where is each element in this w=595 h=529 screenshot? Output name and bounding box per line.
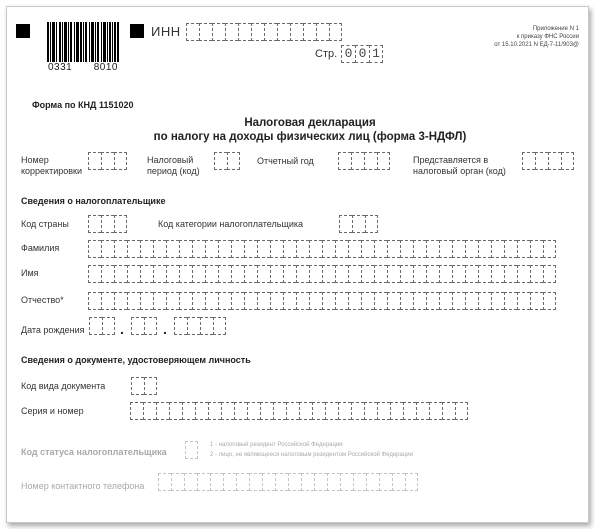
- char-cell[interactable]: [127, 292, 140, 310]
- char-cell[interactable]: [452, 292, 465, 310]
- series-number-label: Серия и номер: [21, 406, 84, 416]
- phone-label-wrap: [21, 476, 158, 494]
- page-digit: 0: [341, 45, 355, 63]
- char-cell[interactable]: [275, 473, 288, 491]
- char-cell[interactable]: [322, 265, 335, 283]
- char-cell[interactable]: [244, 240, 257, 258]
- char-cell[interactable]: [374, 240, 387, 258]
- char-cell[interactable]: [405, 473, 418, 491]
- surname-label: Фамилия: [21, 243, 60, 253]
- char-cell[interactable]: [234, 402, 247, 420]
- tax-period-label: Налоговый период (код): [147, 155, 200, 176]
- char-cell[interactable]: [221, 402, 234, 420]
- char-cell[interactable]: [140, 292, 153, 310]
- char-cell[interactable]: [88, 265, 101, 283]
- report-year-field[interactable]: [338, 152, 390, 170]
- char-cell[interactable]: [218, 265, 231, 283]
- char-cell[interactable]: [491, 265, 504, 283]
- doc-type-field[interactable]: [131, 377, 157, 395]
- char-cell[interactable]: [205, 265, 218, 283]
- char-cell[interactable]: [127, 265, 140, 283]
- char-cell[interactable]: [348, 265, 361, 283]
- char-cell[interactable]: [182, 402, 195, 420]
- char-cell[interactable]: [88, 292, 101, 310]
- char-cell[interactable]: [374, 265, 387, 283]
- char-cell[interactable]: [244, 265, 257, 283]
- char-cell[interactable]: [88, 215, 101, 233]
- char-cell[interactable]: [465, 292, 478, 310]
- doc-type-label: Код вида документа: [21, 381, 106, 391]
- char-cell[interactable]: [364, 152, 377, 170]
- appendix-note: [494, 25, 579, 49]
- document-section-title: Сведения о документе, удостоверяющем личность: [21, 355, 251, 365]
- date-separator: .: [120, 321, 124, 337]
- char-cell[interactable]: [400, 292, 413, 310]
- char-cell[interactable]: [199, 23, 212, 41]
- char-cell[interactable]: [387, 292, 400, 310]
- char-cell[interactable]: [491, 240, 504, 258]
- name-field[interactable]: [88, 265, 556, 283]
- char-cell[interactable]: [214, 152, 227, 170]
- char-cell[interactable]: [413, 240, 426, 258]
- tax-period-field[interactable]: [214, 152, 240, 170]
- char-cell[interactable]: [171, 473, 184, 491]
- char-cell[interactable]: [465, 240, 478, 258]
- char-cell[interactable]: [351, 402, 364, 420]
- char-cell[interactable]: [314, 473, 327, 491]
- char-cell[interactable]: [361, 240, 374, 258]
- char-cell[interactable]: [158, 473, 171, 491]
- char-cell[interactable]: [231, 240, 244, 258]
- char-cell[interactable]: [262, 473, 275, 491]
- form-code: Форма по КНД 1151020: [32, 100, 134, 110]
- char-cell[interactable]: [131, 317, 144, 335]
- char-cell[interactable]: [517, 240, 530, 258]
- char-cell[interactable]: [101, 215, 114, 233]
- taxpayer-section-title: Сведения о налогоплательщике: [21, 196, 166, 206]
- tax-authority-label: Представляется в налоговый орган (код): [413, 155, 506, 176]
- char-cell[interactable]: [114, 240, 127, 258]
- char-cell[interactable]: [169, 402, 182, 420]
- char-cell[interactable]: [166, 265, 179, 283]
- char-cell[interactable]: [561, 152, 574, 170]
- barcode-number-part1: 0331: [48, 62, 73, 73]
- char-cell[interactable]: [426, 265, 439, 283]
- char-cell[interactable]: [465, 265, 478, 283]
- char-cell[interactable]: [290, 23, 303, 41]
- char-cell[interactable]: [238, 23, 251, 41]
- char-cell[interactable]: [400, 240, 413, 258]
- char-cell[interactable]: [491, 292, 504, 310]
- char-cell[interactable]: [174, 317, 187, 335]
- correction-number-field[interactable]: [88, 152, 127, 170]
- char-cell[interactable]: [218, 292, 231, 310]
- char-cell[interactable]: [200, 317, 213, 335]
- char-cell[interactable]: [131, 377, 144, 395]
- birth-year-field[interactable]: [174, 317, 226, 335]
- patronymic-label: Отчество*: [21, 295, 64, 305]
- char-cell[interactable]: [140, 240, 153, 258]
- char-cell[interactable]: [377, 152, 390, 170]
- status-code-label: Код статуса налогоплательщика: [21, 447, 167, 457]
- char-cell[interactable]: [379, 473, 392, 491]
- char-cell[interactable]: [338, 402, 351, 420]
- char-cell[interactable]: [426, 240, 439, 258]
- char-cell[interactable]: [249, 473, 262, 491]
- char-cell[interactable]: [197, 473, 210, 491]
- char-cell[interactable]: [303, 23, 316, 41]
- phone-label: Номер контактного телефона: [21, 481, 145, 491]
- birth-day-field[interactable]: [89, 317, 115, 335]
- char-cell[interactable]: [231, 265, 244, 283]
- char-cell[interactable]: [166, 292, 179, 310]
- char-cell[interactable]: [365, 215, 378, 233]
- report-year-label: Отчетный год: [257, 156, 314, 166]
- char-cell[interactable]: [257, 265, 270, 283]
- status-code-field[interactable]: [185, 441, 198, 459]
- char-cell[interactable]: [270, 240, 283, 258]
- char-cell[interactable]: [127, 240, 140, 258]
- char-cell[interactable]: [374, 292, 387, 310]
- char-cell[interactable]: [530, 292, 543, 310]
- char-cell[interactable]: [517, 265, 530, 283]
- taxpayer-category-field[interactable]: [339, 215, 378, 233]
- char-cell[interactable]: [429, 402, 442, 420]
- char-cell[interactable]: [439, 292, 452, 310]
- char-cell[interactable]: [257, 240, 270, 258]
- char-cell[interactable]: [353, 473, 366, 491]
- char-cell[interactable]: [426, 292, 439, 310]
- char-cell[interactable]: [301, 473, 314, 491]
- char-cell[interactable]: [517, 292, 530, 310]
- char-cell[interactable]: [247, 402, 260, 420]
- char-cell[interactable]: [153, 265, 166, 283]
- char-cell[interactable]: [205, 240, 218, 258]
- char-cell[interactable]: [339, 215, 352, 233]
- name-label: Имя: [21, 268, 39, 278]
- char-cell[interactable]: [309, 265, 322, 283]
- char-cell[interactable]: [186, 23, 199, 41]
- char-cell[interactable]: [114, 152, 127, 170]
- char-cell[interactable]: [400, 265, 413, 283]
- char-cell[interactable]: [299, 402, 312, 420]
- char-cell[interactable]: [187, 317, 200, 335]
- char-cell[interactable]: [210, 473, 223, 491]
- barcode-number-part2: 8010: [93, 62, 118, 73]
- char-cell[interactable]: [335, 240, 348, 258]
- char-cell[interactable]: [322, 292, 335, 310]
- char-cell[interactable]: [114, 265, 127, 283]
- char-cell[interactable]: [312, 402, 325, 420]
- char-cell[interactable]: [212, 23, 225, 41]
- char-cell[interactable]: [309, 240, 322, 258]
- country-code-label: Код страны: [21, 219, 69, 229]
- char-cell[interactable]: [89, 317, 102, 335]
- char-cell[interactable]: [335, 265, 348, 283]
- char-cell[interactable]: [223, 473, 236, 491]
- page-digit: 1: [369, 45, 383, 63]
- char-cell[interactable]: [101, 240, 114, 258]
- char-cell[interactable]: [364, 402, 377, 420]
- char-cell[interactable]: [283, 265, 296, 283]
- char-cell[interactable]: [184, 473, 197, 491]
- char-cell[interactable]: [273, 402, 286, 420]
- barcode-number: [47, 62, 119, 73]
- char-cell[interactable]: [296, 292, 309, 310]
- char-cell[interactable]: [348, 240, 361, 258]
- birthdate-label-wrap: [21, 320, 88, 338]
- correction-number-label: Номер корректировки: [21, 155, 83, 176]
- char-cell[interactable]: [213, 317, 226, 335]
- page-digit: 0: [355, 45, 369, 63]
- char-cell[interactable]: [153, 240, 166, 258]
- char-cell[interactable]: [185, 441, 198, 459]
- char-cell[interactable]: [192, 292, 205, 310]
- char-cell[interactable]: [452, 240, 465, 258]
- char-cell[interactable]: [504, 292, 517, 310]
- char-cell[interactable]: [338, 152, 351, 170]
- char-cell[interactable]: [260, 402, 273, 420]
- char-cell[interactable]: [452, 265, 465, 283]
- char-cell[interactable]: [387, 240, 400, 258]
- tax-authority-field[interactable]: [522, 152, 574, 170]
- char-cell[interactable]: [392, 473, 405, 491]
- char-cell[interactable]: [156, 402, 169, 420]
- char-cell[interactable]: [144, 377, 157, 395]
- char-cell[interactable]: [327, 473, 340, 491]
- char-cell[interactable]: [102, 317, 115, 335]
- char-cell[interactable]: [153, 292, 166, 310]
- char-cell[interactable]: [205, 292, 218, 310]
- char-cell[interactable]: [236, 473, 249, 491]
- char-cell[interactable]: [101, 152, 114, 170]
- char-cell[interactable]: [270, 265, 283, 283]
- char-cell[interactable]: [361, 265, 374, 283]
- char-cell[interactable]: [277, 23, 290, 41]
- page-number-field[interactable]: [341, 45, 383, 63]
- char-cell[interactable]: [218, 240, 231, 258]
- char-cell[interactable]: [416, 402, 429, 420]
- char-cell[interactable]: [478, 265, 491, 283]
- char-cell[interactable]: [192, 265, 205, 283]
- char-cell[interactable]: [352, 215, 365, 233]
- char-cell[interactable]: [179, 265, 192, 283]
- char-cell[interactable]: [270, 292, 283, 310]
- char-cell[interactable]: [530, 240, 543, 258]
- appendix-line: Приложение N 1: [532, 26, 579, 32]
- char-cell[interactable]: [340, 473, 353, 491]
- date-separator: .: [163, 321, 167, 337]
- appendix-line: к приказу ФНС России: [516, 34, 579, 40]
- char-cell[interactable]: [264, 23, 277, 41]
- char-cell[interactable]: [403, 402, 416, 420]
- char-cell[interactable]: [166, 240, 179, 258]
- char-cell[interactable]: [387, 265, 400, 283]
- phone-field[interactable]: [158, 473, 418, 491]
- char-cell[interactable]: [522, 152, 535, 170]
- char-cell[interactable]: [231, 292, 244, 310]
- char-cell[interactable]: [88, 240, 101, 258]
- char-cell[interactable]: [225, 23, 238, 41]
- taxpayer-category-label: Код категории налогоплательщика: [158, 219, 304, 229]
- char-cell[interactable]: [88, 152, 101, 170]
- birthdate-label: Дата рождения: [21, 325, 85, 335]
- char-cell[interactable]: [144, 317, 157, 335]
- char-cell[interactable]: [283, 292, 296, 310]
- form-title-line1: Налоговая декларация: [244, 117, 376, 129]
- char-cell[interactable]: [192, 240, 205, 258]
- char-cell[interactable]: [478, 240, 491, 258]
- char-cell[interactable]: [543, 265, 556, 283]
- char-cell[interactable]: [257, 292, 270, 310]
- appendix-line: от 15.10.2021 N ЕД-7-11/903@: [494, 42, 579, 48]
- char-cell[interactable]: [413, 292, 426, 310]
- char-cell[interactable]: [335, 292, 348, 310]
- char-cell[interactable]: [114, 292, 127, 310]
- char-cell[interactable]: [251, 23, 264, 41]
- char-cell[interactable]: [439, 265, 452, 283]
- char-cell[interactable]: [442, 402, 455, 420]
- char-cell[interactable]: [283, 240, 296, 258]
- char-cell[interactable]: [101, 292, 114, 310]
- char-cell[interactable]: [296, 240, 309, 258]
- char-cell[interactable]: [140, 265, 153, 283]
- char-cell[interactable]: [114, 215, 127, 233]
- form-title-line2: по налогу на доходы физических лиц (форма 3-НДФЛ): [153, 131, 467, 143]
- page-label: Стр.: [315, 48, 338, 60]
- char-cell[interactable]: [548, 152, 561, 170]
- char-cell[interactable]: [316, 23, 329, 41]
- char-cell[interactable]: [179, 292, 192, 310]
- char-cell[interactable]: [413, 265, 426, 283]
- inn-field[interactable]: [186, 23, 342, 41]
- char-cell[interactable]: [288, 473, 301, 491]
- series-number-field[interactable]: [130, 402, 468, 420]
- char-cell[interactable]: [286, 402, 299, 420]
- char-cell[interactable]: [101, 265, 114, 283]
- char-cell[interactable]: [366, 473, 379, 491]
- char-cell[interactable]: [535, 152, 548, 170]
- char-cell[interactable]: [322, 240, 335, 258]
- char-cell[interactable]: [351, 152, 364, 170]
- char-cell[interactable]: [439, 240, 452, 258]
- char-cell[interactable]: [325, 402, 338, 420]
- status-option-1: 1 - налоговый резидент Российской Федерации: [210, 442, 343, 448]
- char-cell[interactable]: [208, 402, 221, 420]
- status-option-2: 2 - лицо, не являющееся налоговым резидентом Российской Федерации: [210, 452, 413, 458]
- char-cell[interactable]: [227, 152, 240, 170]
- alignment-marker-middle: [130, 24, 144, 38]
- char-cell[interactable]: [543, 240, 556, 258]
- char-cell[interactable]: [348, 292, 361, 310]
- patronymic-field[interactable]: [88, 292, 556, 310]
- char-cell[interactable]: [530, 265, 543, 283]
- barcode-icon: [47, 22, 119, 62]
- char-cell[interactable]: [296, 265, 309, 283]
- char-cell[interactable]: [361, 292, 374, 310]
- surname-field[interactable]: [88, 240, 556, 258]
- country-code-field[interactable]: [88, 215, 127, 233]
- char-cell[interactable]: [543, 292, 556, 310]
- char-cell[interactable]: [195, 402, 208, 420]
- char-cell[interactable]: [130, 402, 143, 420]
- inn-label: ИНН: [151, 24, 181, 39]
- alignment-marker-left: [16, 24, 30, 38]
- char-cell[interactable]: [244, 292, 257, 310]
- char-cell[interactable]: [329, 23, 342, 41]
- char-cell[interactable]: [143, 402, 156, 420]
- char-cell[interactable]: [390, 402, 403, 420]
- char-cell[interactable]: [179, 240, 192, 258]
- char-cell[interactable]: [309, 292, 322, 310]
- char-cell[interactable]: [377, 402, 390, 420]
- birth-month-field[interactable]: [131, 317, 157, 335]
- char-cell[interactable]: [504, 240, 517, 258]
- char-cell[interactable]: [478, 292, 491, 310]
- char-cell[interactable]: [455, 402, 468, 420]
- char-cell[interactable]: [504, 265, 517, 283]
